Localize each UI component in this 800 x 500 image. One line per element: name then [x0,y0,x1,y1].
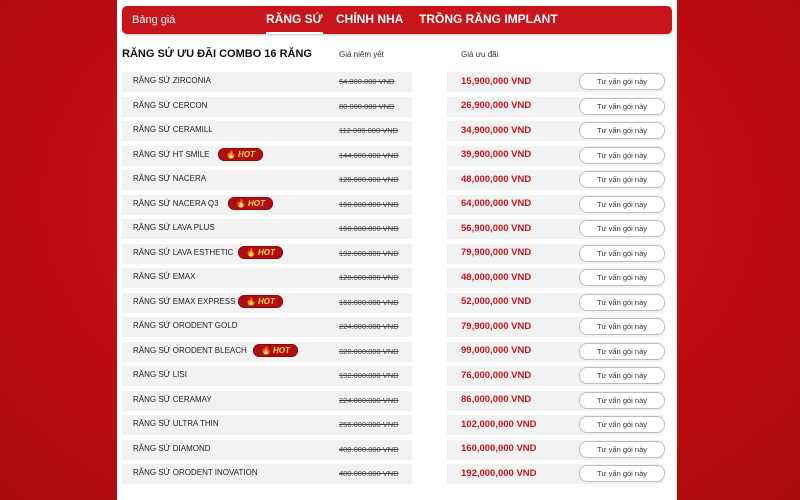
table-row [117,389,677,414]
consult-package-button[interactable]: Tư vấn gói này [579,367,665,384]
product-name: RĂNG SỨ CERCON [133,100,208,110]
list-price: 256.000.000 VND [339,420,399,429]
product-name: RĂNG SỨ EMAX [133,272,196,281]
product-name: RĂNG SỨ ULTRA THIN [133,419,219,428]
consult-package-button[interactable]: Tư vấn gói này [579,196,665,213]
combo-heading: RĂNG SỨ ƯU ĐÃI COMBO 16 RĂNG [122,48,312,60]
product-name: RĂNG SỨ ORODENT INOVATION [133,468,258,477]
hot-label: HOT [257,247,275,257]
tab-trong-rang-implant[interactable]: TRỒNG RĂNG IMPLANT [419,12,558,26]
consult-package-button[interactable]: Tư vấn gói này [579,416,665,433]
sale-price: 99,000,000 VND [461,345,532,356]
list-price-heading: Giá niêm yết [339,50,384,59]
product-name: RĂNG SỨ DIAMOND [133,443,211,453]
consult-package-button[interactable]: Tư vấn gói này [579,465,665,482]
list-price: 128.000.000 VND [339,175,399,184]
list-price: 160.000.000 VND [339,224,399,233]
table-row [117,315,677,340]
hot-badge [228,197,273,210]
consult-package-button[interactable]: Tư vấn gói này [579,98,665,115]
hot-badge [238,295,283,308]
hot-label: HOT [237,149,255,159]
sale-price: 76,000,000 VND [461,369,532,381]
list-price: 480.000.000 VND [339,469,399,478]
sale-price: 15,900,000 VND [461,75,532,87]
product-name: RĂNG SỨ LAVA ESTHETIC [133,247,234,257]
list-price: 112.000.000 VND [339,126,399,135]
table-row [117,144,677,169]
sale-price: 86,000,000 VND [461,394,532,405]
product-name: RĂNG SỨ NACERA [133,174,207,183]
hot-badge [218,148,263,161]
product-name: RĂNG SỨ LISI [133,370,187,379]
table-row [117,242,677,267]
consult-package-button[interactable]: Tư vấn gói này [579,122,665,139]
list-price: 144.000.000 VND [339,150,399,160]
table-row [117,119,677,144]
hot-badge [238,246,283,259]
table-row [117,413,677,438]
fire-icon: 🔥 [226,149,236,159]
sale-price: 192,000,000 VND [461,467,537,479]
fire-icon: 🔥 [236,198,246,208]
consult-package-button[interactable]: Tư vấn gói này [579,441,665,458]
product-name: RĂNG SỨ LAVA PLUS [133,223,215,232]
sale-price: 34,900,000 VND [461,124,532,136]
sale-price: 64,000,000 VND [461,198,532,209]
list-price: 64.000.000 VND [339,77,395,86]
fire-icon: 🔥 [261,345,271,355]
product-name: RĂNG SỨ ORODENT BLEACH [133,345,247,355]
sale-price: 52,000,000 VND [461,296,532,307]
product-name: RĂNG SỨ NACERA Q3 [133,198,219,208]
table-row [117,70,677,95]
table-row [117,193,677,218]
list-price: 160.000.000 VND [339,199,399,209]
list-price: 224.000.000 VND [339,395,399,405]
sale-price: 48,000,000 VND [461,271,532,283]
sale-price: 102,000,000 VND [461,418,537,430]
sale-price: 79,900,000 VND [461,247,532,258]
table-row [117,266,677,291]
table-row [117,168,677,193]
list-price: 128.000.000 VND [339,273,399,282]
consult-package-button[interactable]: Tư vấn gói này [579,343,665,360]
sale-price-heading: Giá ưu đãi [461,50,499,59]
fire-icon: 🔥 [246,247,256,257]
consult-package-button[interactable]: Tư vấn gói này [579,220,665,237]
tab-chinh-nha[interactable]: CHỈNH NHA [336,12,404,26]
list-price: 400.000.000 VND [339,444,399,454]
table-row [117,462,677,487]
price-panel [117,0,677,500]
hot-label: HOT [272,345,290,355]
sale-price: 160,000,000 VND [461,443,537,454]
list-price: 320.000.000 VND [339,346,399,356]
list-price: 160.000.000 VND [339,297,399,307]
product-name: RĂNG SỨ CERAMILL [133,125,213,134]
list-price: 80.000.000 VND [339,101,395,111]
table-row [117,438,677,463]
hot-label: HOT [247,198,265,208]
consult-package-button[interactable]: Tư vấn gói này [579,392,665,409]
consult-package-button[interactable]: Tư vấn gói này [579,147,665,164]
hot-badge [253,344,298,357]
consult-package-button[interactable]: Tư vấn gói này [579,245,665,262]
consult-package-button[interactable]: Tư vấn gói này [579,73,665,90]
consult-package-button[interactable]: Tư vấn gói này [579,318,665,335]
product-name: RĂNG SỨ EMAX EXPRESS [133,296,236,306]
consult-package-button[interactable]: Tư vấn gói này [579,171,665,188]
sale-price: 39,900,000 VND [461,149,532,160]
fire-icon: 🔥 [246,296,256,306]
price-tab-bar [122,6,672,34]
table-row [117,291,677,316]
sale-price: 79,900,000 VND [461,320,532,332]
product-name: RĂNG SỨ HT SMILE [133,149,210,159]
table-row [117,364,677,389]
table-header [117,44,677,64]
product-name: RĂNG SỨ ORODENT GOLD [133,321,238,330]
list-price: 224.000.000 VND [339,322,399,331]
table-row [117,217,677,242]
sale-price: 48,000,000 VND [461,173,532,185]
price-table-title: Bảng giá [132,14,176,26]
product-name: RĂNG SỨ ZIRCONIA [133,76,211,85]
table-row [117,340,677,365]
consult-package-button[interactable]: Tư vấn gói này [579,269,665,286]
list-price: 192.000.000 VND [339,248,399,258]
price-rows [117,70,677,487]
consult-package-button[interactable]: Tư vấn gói này [579,294,665,311]
table-row [117,95,677,120]
sale-price: 26,900,000 VND [461,100,532,111]
sale-price: 56,900,000 VND [461,222,532,234]
hot-label: HOT [257,296,275,306]
tab-rang-su[interactable]: RĂNG SỨ [266,6,323,34]
list-price: 192.000.000 VND [339,371,399,380]
product-name: RĂNG SỨ CERAMAY [133,394,212,404]
